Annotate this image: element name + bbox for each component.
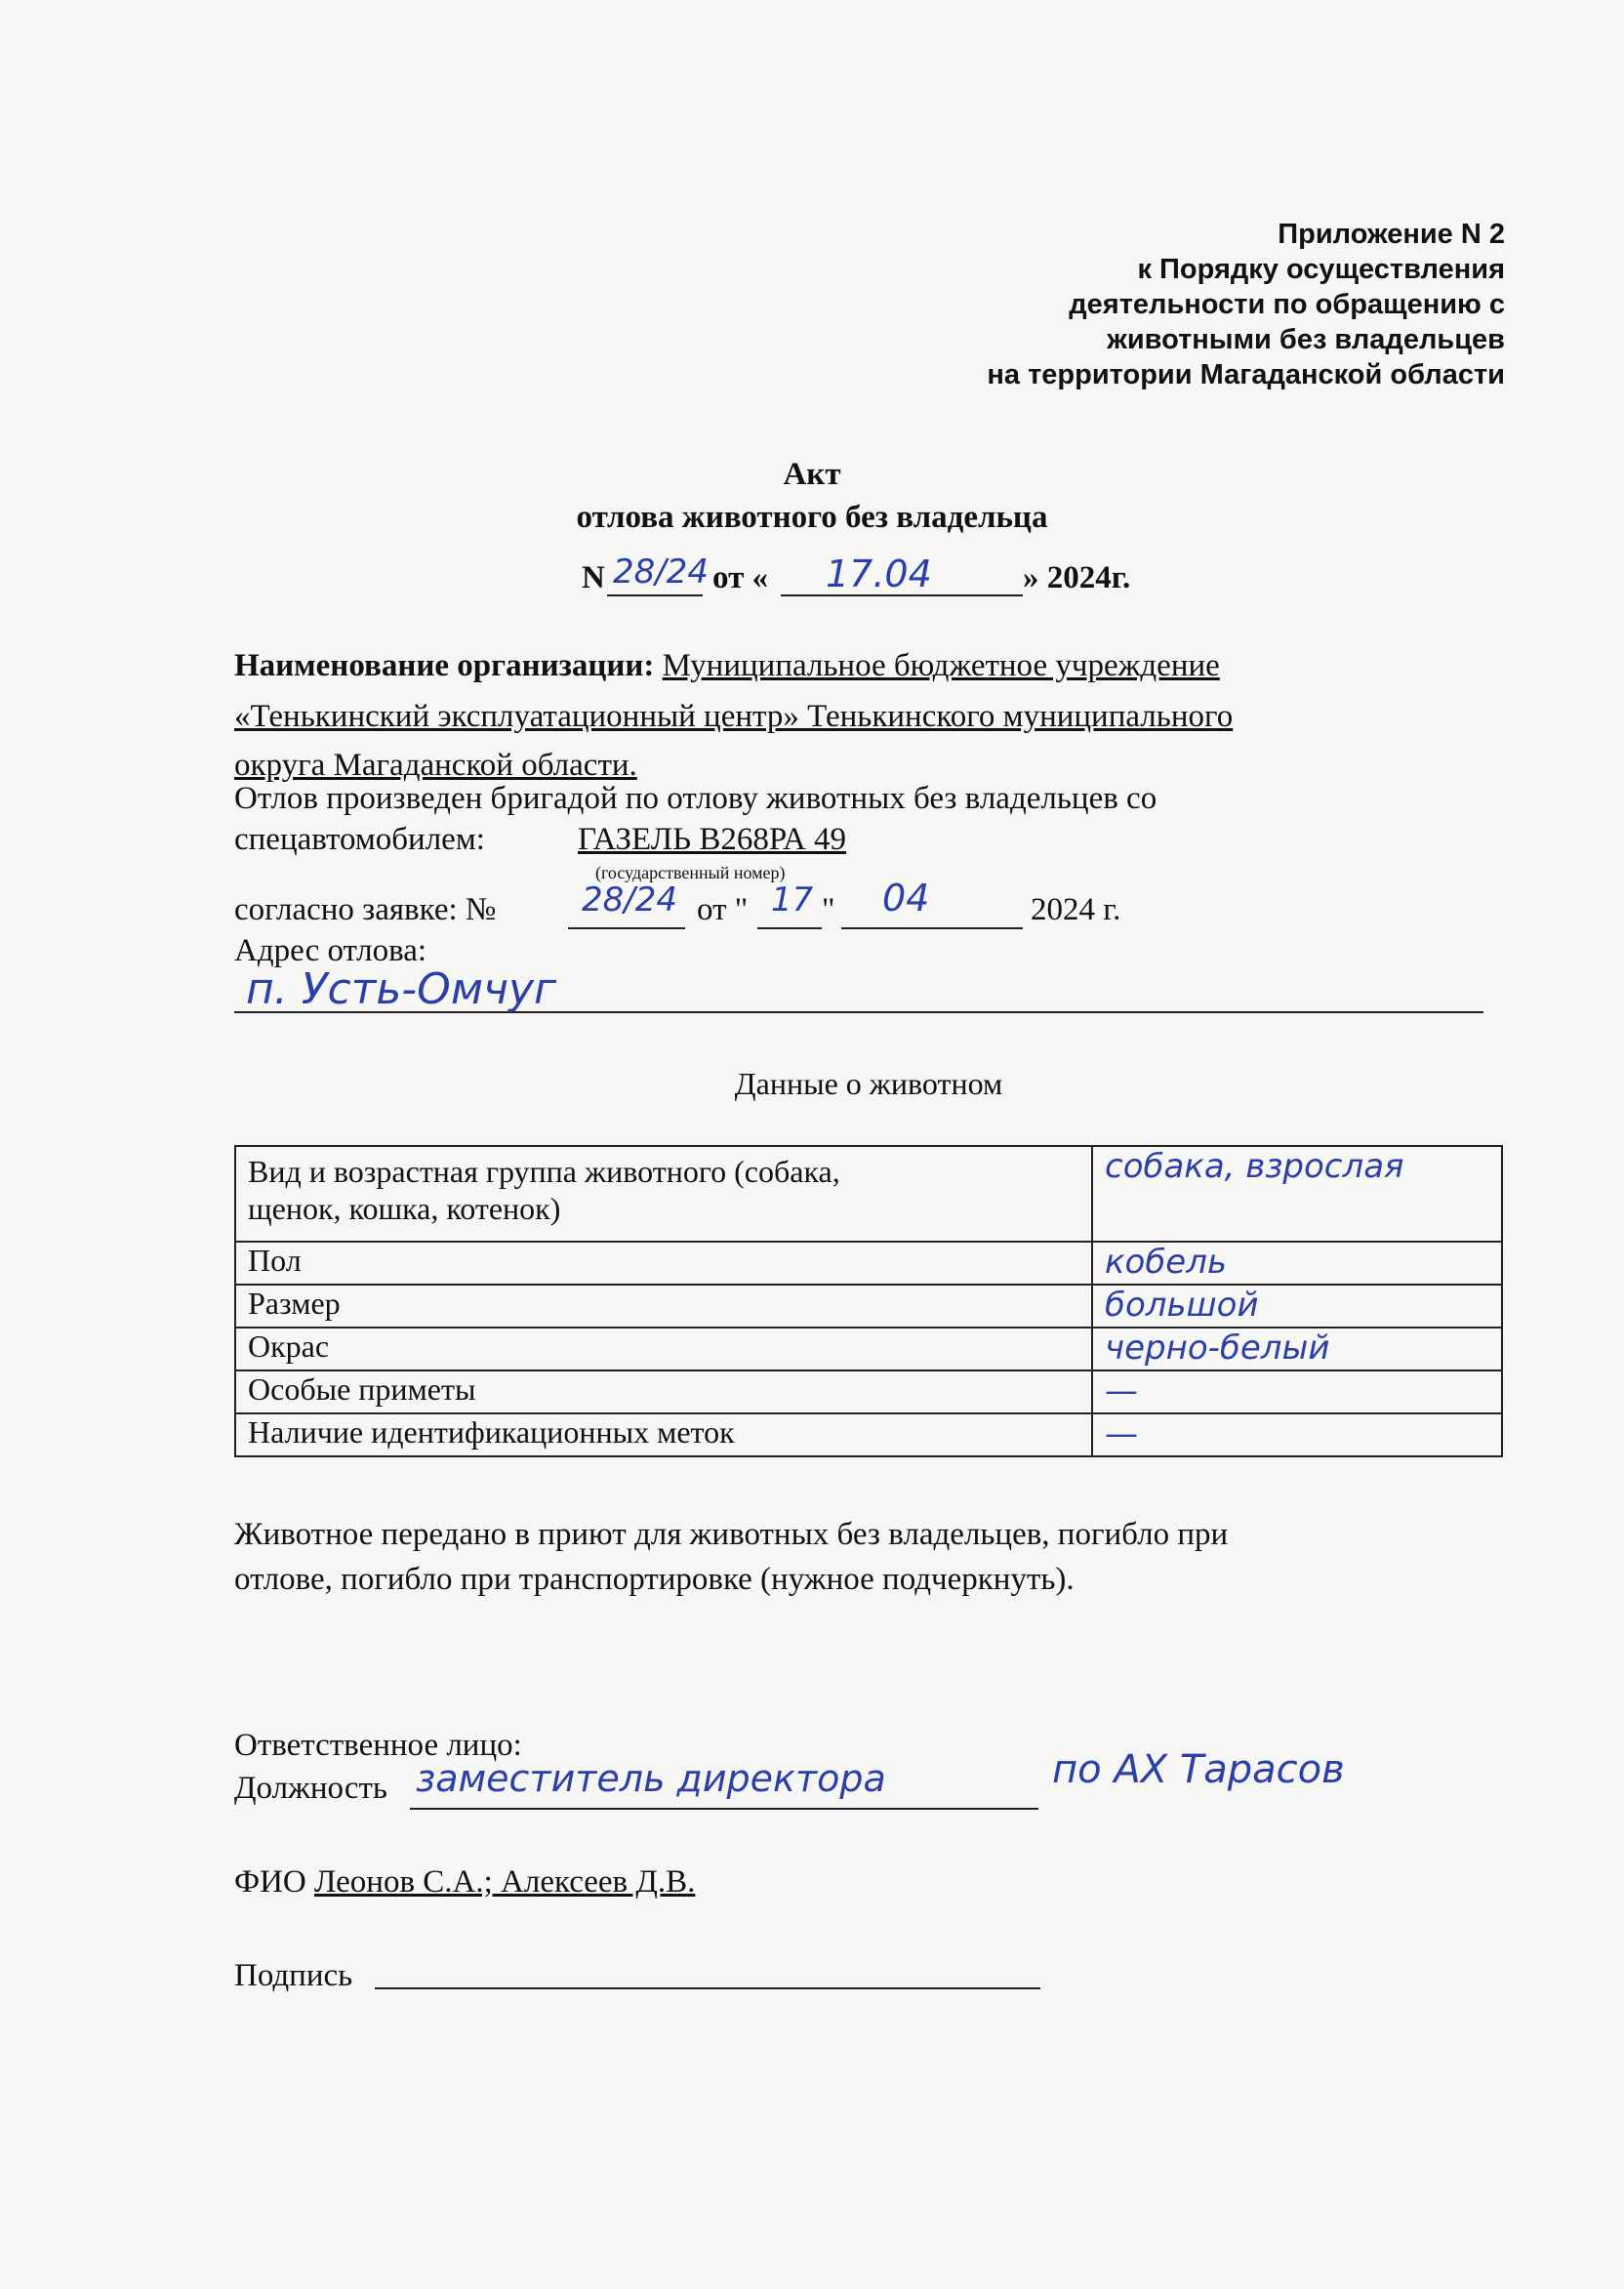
table-cell-label: Размер bbox=[235, 1285, 1092, 1328]
table-cell-label: Вид и возрастная группа животного (собака, щенок, кошка, котенок) bbox=[235, 1146, 1092, 1242]
request-quote: " bbox=[822, 892, 835, 927]
request-from: от " bbox=[697, 892, 749, 927]
organization-block bbox=[234, 646, 1503, 785]
transfer-line1: Животное передано в приют для животных без владельцев, погибло при bbox=[234, 1517, 1229, 1552]
act-number-label: N bbox=[582, 560, 605, 595]
vehicle-plate-caption: (государственный номер) bbox=[595, 863, 786, 882]
responsible-label: Ответственное лицо: bbox=[234, 1728, 522, 1763]
appendix-line: деятельности по обращению с bbox=[1069, 289, 1505, 320]
table-cell-label: Пол bbox=[235, 1242, 1092, 1285]
act-title: Акт bbox=[783, 457, 841, 492]
table-cell-value: кобель bbox=[1092, 1242, 1502, 1285]
act-date-suffix: » 2024г. bbox=[1023, 560, 1131, 595]
table-row bbox=[235, 1285, 1502, 1328]
table-row bbox=[235, 1370, 1502, 1413]
signature-label: Подпись bbox=[234, 1958, 353, 1993]
vehicle-label: спецавтомобилем: bbox=[234, 822, 485, 857]
appendix-line: животными без владельцев bbox=[1107, 324, 1505, 355]
table-cell-value: — bbox=[1092, 1370, 1502, 1413]
organization-name-line1: Муниципальное бюджетное учреждение bbox=[662, 648, 1220, 683]
act-number-underline bbox=[607, 594, 703, 596]
appendix-block bbox=[987, 217, 1505, 392]
request-day: 17 bbox=[771, 880, 814, 920]
table-cell-value: большой bbox=[1092, 1285, 1502, 1328]
request-number-underline bbox=[568, 927, 685, 929]
organization-label: Наименование организации: bbox=[234, 648, 655, 683]
act-subtitle: отлова животного без владельца bbox=[576, 500, 1048, 535]
vehicle-plate: ГАЗЕЛЬ В268РА 49 bbox=[578, 822, 847, 857]
appendix-line: к Порядку осуществления bbox=[1137, 254, 1505, 285]
request-month: 04 bbox=[882, 877, 930, 920]
vehicle-line1: Отлов произведен бригадой по отлову животных без владельцев со bbox=[234, 781, 1157, 816]
table-row bbox=[235, 1242, 1502, 1285]
table-cell-label: Наличие идентификационных меток bbox=[235, 1413, 1092, 1456]
request-day-underline bbox=[757, 927, 822, 929]
position-extra: по АХ Тарасов bbox=[1052, 1747, 1345, 1792]
table-row bbox=[235, 1146, 1502, 1242]
request-year: 2024 г. bbox=[1031, 892, 1121, 927]
signature-underline bbox=[375, 1987, 1040, 1989]
act-date-value: 17.04 bbox=[826, 552, 932, 595]
table-cell-label: Окрас bbox=[235, 1328, 1092, 1370]
position-value: заместитель директора bbox=[416, 1757, 886, 1800]
address-value: п. Усть-Омчуг bbox=[246, 964, 557, 1014]
table-row bbox=[235, 1328, 1502, 1370]
organization-name-line2: «Тенькинский эксплуатационный центр» Тенькинского муниципального bbox=[234, 699, 1234, 734]
table-row bbox=[235, 1413, 1502, 1456]
animal-data-title: Данные о животном bbox=[734, 1066, 1003, 1101]
table-cell-value: — bbox=[1092, 1413, 1502, 1456]
table-cell-value: черно-белый bbox=[1092, 1328, 1502, 1370]
address-label: Адрес отлова: bbox=[234, 933, 427, 968]
act-number-value: 28/24 bbox=[613, 552, 709, 592]
position-label: Должность bbox=[234, 1771, 387, 1806]
appendix-line: на территории Магаданской области bbox=[987, 359, 1505, 390]
request-label: согласно заявке: № bbox=[234, 892, 497, 927]
organization-name-line3: округа Магаданской области. bbox=[234, 748, 637, 783]
transfer-line2: отлове, погибло при транспортировке (нужное подчеркнуть). bbox=[234, 1562, 1075, 1597]
table-cell-value: собака, взрослая bbox=[1092, 1146, 1502, 1242]
fio-label: ФИО bbox=[234, 1864, 306, 1900]
act-date-prefix: от « bbox=[712, 560, 769, 595]
fio-value: Леонов С.А.; Алексеев Д.В. bbox=[314, 1864, 696, 1900]
request-month-underline bbox=[841, 927, 1023, 929]
request-number: 28/24 bbox=[582, 880, 677, 920]
animal-data-table bbox=[234, 1145, 1503, 1457]
position-underline bbox=[410, 1808, 1038, 1810]
appendix-line: Приложение N 2 bbox=[1278, 219, 1505, 250]
table-cell-label: Особые приметы bbox=[235, 1370, 1092, 1413]
